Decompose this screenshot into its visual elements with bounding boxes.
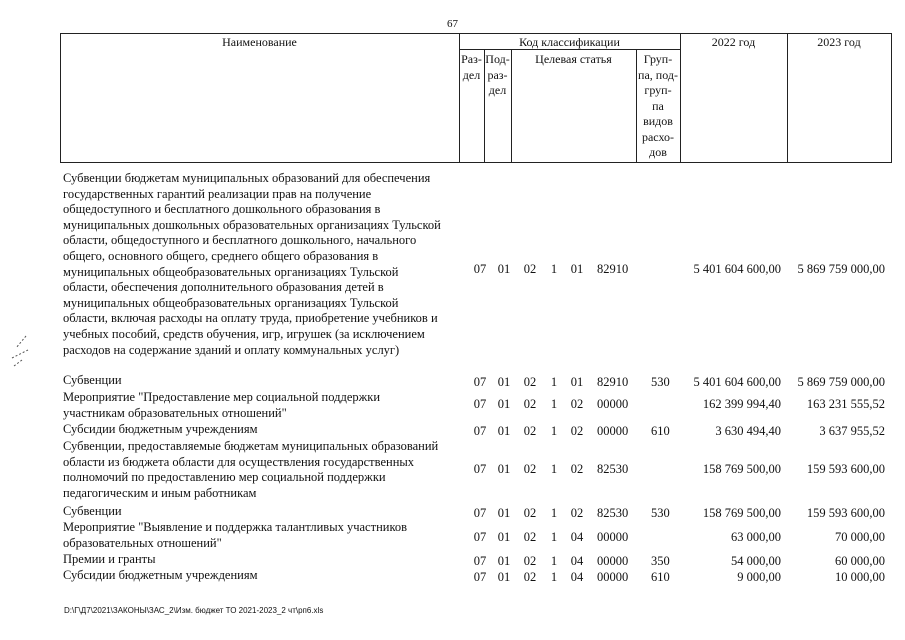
cell-podrazdel: 01 — [497, 570, 511, 584]
cell-target-article-2: 1 — [550, 424, 558, 438]
cell-target-article-1: 02 — [523, 424, 537, 438]
cell-target-article-2: 1 — [550, 506, 558, 520]
cell-target-article-4: 00000 — [597, 570, 629, 584]
cell-expense-group: 350 — [651, 554, 670, 568]
cell-target-article-3: 02 — [570, 506, 584, 520]
cell-expense-group: 610 — [651, 570, 670, 584]
cell-target-article-2: 1 — [550, 554, 558, 568]
cell-amount-2022: 3 630 494,40 — [715, 424, 781, 438]
cell-podrazdel: 01 — [497, 262, 511, 276]
cell-razdel: 07 — [473, 424, 487, 438]
cell-target-article-4: 00000 — [597, 530, 629, 544]
cell-target-article-2: 1 — [550, 530, 558, 544]
cell-expense-group: 530 — [651, 375, 670, 389]
header-year-2022: 2022 год — [711, 35, 756, 49]
table-header — [60, 33, 892, 163]
cell-podrazdel: 01 — [497, 530, 511, 544]
cell-target-article-3: 01 — [570, 375, 584, 389]
header-subsection: Под- раз- дел — [485, 52, 510, 97]
cell-name: Мероприятие "Выявление и поддержка талантливых участников образовательных отношений" — [63, 520, 408, 550]
cell-target-article-1: 02 — [523, 462, 537, 476]
cell-target-article-2: 1 — [550, 462, 558, 476]
cell-podrazdel: 01 — [497, 506, 511, 520]
cell-target-article-4: 82530 — [597, 506, 629, 520]
cell-expense-group: 610 — [651, 424, 670, 438]
cell-amount-2023: 3 637 955,52 — [819, 424, 885, 438]
cell-target-article-1: 02 — [523, 375, 537, 389]
cell-target-article-4: 00000 — [597, 424, 629, 438]
cell-target-article-2: 1 — [550, 570, 558, 584]
cell-amount-2023: 70 000,00 — [835, 530, 885, 544]
cell-target-article-2: 1 — [550, 375, 558, 389]
cell-amount-2023: 5 869 759 000,00 — [797, 375, 885, 389]
cell-amount-2023: 10 000,00 — [835, 570, 885, 584]
cell-razdel: 07 — [473, 570, 487, 584]
cell-podrazdel: 01 — [497, 462, 511, 476]
page-number: 67 — [447, 18, 458, 30]
cell-target-article-1: 02 — [523, 554, 537, 568]
cell-podrazdel: 01 — [497, 424, 511, 438]
cell-podrazdel: 01 — [497, 397, 511, 411]
cell-name: Мероприятие "Предоставление мер социальной поддержки участникам образовательных отношений" — [63, 390, 381, 420]
cell-razdel: 07 — [473, 530, 487, 544]
cell-target-article-3: 04 — [570, 530, 584, 544]
cell-amount-2022: 158 769 500,00 — [702, 462, 781, 476]
header-expense-group: Груп- па, под- груп- па видов расхо- дов — [638, 52, 678, 159]
header-year-2023: 2023 год — [817, 35, 861, 49]
cell-target-article-1: 02 — [523, 506, 537, 520]
header-section: Раз- дел — [461, 52, 482, 82]
cell-target-article-1: 02 — [523, 262, 537, 276]
header-target-article: Целевая статья — [535, 52, 612, 66]
cell-amount-2022: 9 000,00 — [737, 570, 781, 584]
cell-name: Премии и гранты — [63, 552, 156, 566]
cell-name: Субсидии бюджетным учреждениям — [63, 568, 258, 582]
cell-target-article-1: 02 — [523, 570, 537, 584]
cell-amount-2022: 54 000,00 — [731, 554, 781, 568]
cell-target-article-4: 82910 — [597, 375, 629, 389]
cell-name: Субсидии бюджетным учреждениям — [63, 422, 258, 436]
cell-razdel: 07 — [473, 262, 487, 276]
cell-amount-2023: 163 231 555,52 — [806, 397, 885, 411]
cell-name: Субвенции — [63, 504, 122, 518]
cell-expense-group: 530 — [651, 506, 670, 520]
cell-target-article-4: 82530 — [597, 462, 629, 476]
cell-name: Субвенции бюджетам муниципальных образований для обеспечения государственных гарантий реализации прав на получение общедоступного и бесплатного дошкольного образования в муниципальных дошкольных образовательных организациях Тульской области, общедоступного и бесплатного дошкольного, начального общего, основного общего, среднего общего образования в муниципальных общеобразовательных организациях Тульской области, обеспечения дополнительного образования детей в муниципальных общеобразовательных организациях Тульской области, включая расходы на оплату труда, приобретение учебников и учебных пособий, средств обучения, игр, игрушек (за исключением расходов на содержание зданий и оплату коммунальных услуг) — [63, 171, 441, 357]
cell-name: Субвенции — [63, 373, 122, 387]
cell-target-article-4: 82910 — [597, 262, 629, 276]
cell-target-article-2: 1 — [550, 397, 558, 411]
footer-file-path: D:\Г\Д7\2021\ЗАКОНЫ\ЗАС_2\Изм. бюджет ТО 2021-2023_2 чт\рп6.xls — [64, 606, 324, 615]
cell-amount-2022: 162 399 994,40 — [702, 397, 781, 411]
cell-target-article-3: 02 — [570, 397, 584, 411]
cell-amount-2022: 158 769 500,00 — [702, 506, 781, 520]
cell-razdel: 07 — [473, 554, 487, 568]
cell-target-article-3: 02 — [570, 462, 584, 476]
cell-amount-2022: 5 401 604 600,00 — [693, 375, 781, 389]
header-classification: Код классификации — [519, 35, 620, 49]
cell-amount-2023: 60 000,00 — [835, 554, 885, 568]
cell-target-article-3: 04 — [570, 570, 584, 584]
header-name: Наименование — [222, 35, 297, 49]
cell-target-article-4: 00000 — [597, 397, 629, 411]
cell-target-article-3: 02 — [570, 424, 584, 438]
cell-razdel: 07 — [473, 506, 487, 520]
cell-amount-2023: 159 593 600,00 — [806, 462, 885, 476]
cell-target-article-1: 02 — [523, 530, 537, 544]
cell-target-article-2: 1 — [550, 262, 558, 276]
cell-amount-2022: 63 000,00 — [731, 530, 781, 544]
cell-target-article-4: 00000 — [597, 554, 629, 568]
scribble-mark — [8, 334, 36, 368]
cell-podrazdel: 01 — [497, 375, 511, 389]
cell-target-article-1: 02 — [523, 397, 537, 411]
cell-name: Субвенции, предоставляемые бюджетам муниципальных образований области из бюджета области для осуществления государственных полномочий по предоставлению мер социальной поддержки педагогическим и иным работникам — [63, 439, 439, 500]
cell-razdel: 07 — [473, 462, 487, 476]
cell-podrazdel: 01 — [497, 554, 511, 568]
cell-razdel: 07 — [473, 375, 487, 389]
cell-target-article-3: 04 — [570, 554, 584, 568]
cell-amount-2023: 159 593 600,00 — [806, 506, 885, 520]
cell-target-article-3: 01 — [570, 262, 584, 276]
cell-amount-2023: 5 869 759 000,00 — [797, 262, 885, 276]
cell-razdel: 07 — [473, 397, 487, 411]
cell-amount-2022: 5 401 604 600,00 — [693, 262, 781, 276]
